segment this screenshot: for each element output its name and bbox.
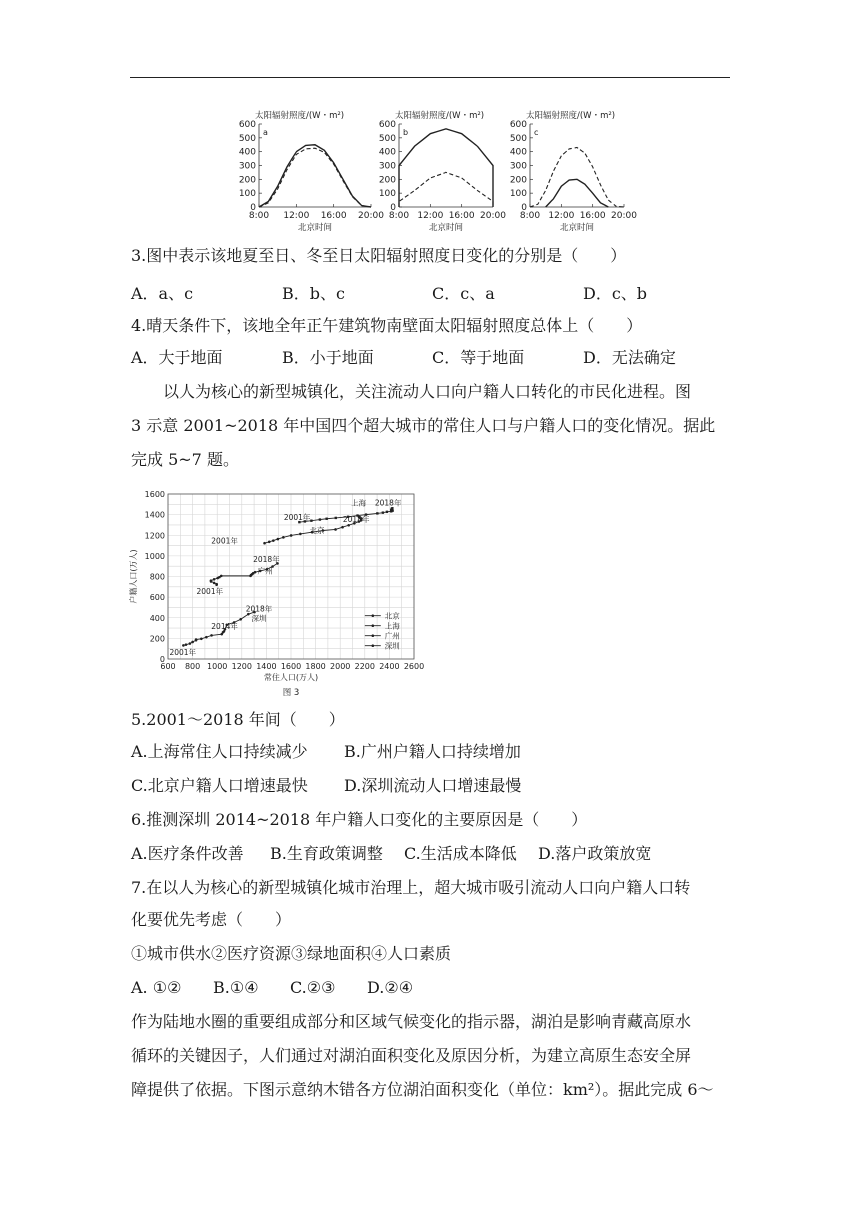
- y-tick-label: 300: [509, 161, 527, 172]
- passage1-line2: 3 示意 2001~2018 年中国四个超大城市的常住人口与户籍人口的变化情况。据此: [131, 416, 716, 435]
- q3-option-c[interactable]: C．c、a: [432, 284, 495, 303]
- q4-option-a[interactable]: A．大于地面: [131, 348, 223, 367]
- x-tick-label: 20:00: [480, 211, 506, 221]
- series-line-solid: [399, 129, 493, 207]
- x-tick-label: 20:00: [358, 211, 384, 221]
- chart-annotation: 2018年: [245, 604, 273, 614]
- data-point: [182, 644, 185, 647]
- x-tick-label: 2000: [330, 662, 351, 671]
- chart-annotation: 2018年: [253, 555, 280, 565]
- q7-stem-line1: 7.在以人为核心的新型城镇化城市治理上，超大城市吸引流动人口向户籍人口转: [131, 878, 691, 897]
- q3-option-d[interactable]: D．c、b: [583, 284, 648, 303]
- q5-option-b[interactable]: B.广州户籍人口持续增加: [344, 742, 521, 761]
- data-point: [213, 582, 216, 585]
- data-point: [277, 538, 280, 541]
- data-point: [213, 578, 216, 581]
- y-tick-label: 0: [159, 655, 165, 664]
- data-point: [195, 638, 198, 641]
- y-tick-label: 0: [250, 203, 256, 213]
- data-point: [376, 512, 378, 514]
- y-tick-label: 0: [390, 203, 396, 213]
- y-tick-label: 200: [238, 175, 256, 186]
- x-tick-label: 1600: [280, 662, 302, 671]
- passage2-line3: 障提供了依据。下图示意纳木错各方位湖泊面积变化（单位：km²）。据此完成 6～: [131, 1080, 714, 1099]
- panel-letter: b: [403, 128, 409, 137]
- q3-option-a[interactable]: A．a、c: [131, 284, 194, 303]
- x-tick-label: 800: [184, 662, 201, 671]
- y-tick-label: 400: [238, 147, 256, 158]
- y-tick-label: 500: [378, 133, 396, 144]
- x-tick-label: 16:00: [320, 211, 347, 221]
- y-tick-label: 1200: [144, 531, 165, 541]
- data-point: [386, 511, 388, 513]
- x-tick-label: 8:00: [248, 211, 270, 221]
- radiation-chart-c: [504, 108, 664, 234]
- data-point: [210, 579, 213, 582]
- series-line-solid: [546, 179, 609, 207]
- y-tick-label: 600: [509, 120, 527, 130]
- chart-annotation: 深圳: [251, 613, 267, 623]
- q3-option-b[interactable]: B．b、c: [282, 284, 345, 303]
- q7-option-c[interactable]: C.②③: [290, 978, 336, 997]
- data-point: [191, 641, 194, 644]
- chart-annotation: 广州: [257, 566, 273, 576]
- data-point: [282, 536, 285, 539]
- y-tick-label: 200: [149, 634, 165, 644]
- q5-option-d[interactable]: D.深圳流动人口增速最慢: [344, 776, 522, 795]
- x-tick-label: 2200: [354, 662, 375, 671]
- y-tick-label: 800: [149, 572, 165, 582]
- series-line-dashed: [259, 148, 371, 207]
- data-point: [347, 524, 350, 527]
- chart-xlabel: 北京时间: [428, 223, 464, 233]
- top-rule: [130, 77, 730, 78]
- x-tick-label: 1400: [256, 662, 277, 671]
- passage1-line3: 完成 5~7 题。: [131, 450, 239, 469]
- passage2-line2: 循环的关键因子，人们通过对湖泊面积变化及原因分析，为建立高原生态安全屏: [131, 1046, 692, 1065]
- data-point: [325, 518, 327, 520]
- chart-ylabel: 太阳辐射照度/(W・m²): [255, 111, 345, 121]
- data-point: [215, 583, 218, 586]
- q6-option-a[interactable]: A.医疗条件改善: [131, 844, 244, 863]
- y-tick-label: 400: [378, 147, 396, 158]
- chart-annotation: 2001年: [169, 647, 197, 657]
- y-tick-label: 200: [509, 175, 527, 186]
- y-tick-label: 600: [149, 593, 165, 603]
- data-point: [268, 541, 271, 544]
- data-point: [205, 636, 208, 639]
- figure-caption: 图 3: [282, 688, 300, 698]
- data-point: [254, 571, 257, 574]
- radiation-chart-b: [373, 108, 523, 234]
- chart-annotation: 2014年: [211, 622, 238, 632]
- data-point: [200, 637, 203, 640]
- chart-annotation: 北京: [309, 526, 325, 536]
- q6-option-b[interactable]: B.生育政策调整: [270, 844, 383, 863]
- y-tick-label: 300: [238, 161, 256, 172]
- legend-label: 广州: [384, 631, 400, 641]
- x-tick-label: 8:00: [519, 211, 541, 221]
- y-tick-label: 100: [238, 189, 256, 200]
- y-tick-label: 0: [521, 203, 527, 213]
- chart-xlabel: 北京时间: [297, 223, 333, 233]
- q7-option-a[interactable]: A. ①②: [131, 978, 182, 997]
- y-tick-label: 300: [378, 161, 396, 172]
- chart-ylabel: 太阳辐射照度/(W・m²): [395, 111, 485, 121]
- y-tick-label: 1600: [144, 490, 165, 499]
- data-point: [391, 507, 393, 509]
- panel-letter: c: [534, 128, 539, 137]
- legend-label: 上海: [384, 621, 400, 631]
- q4-option-b[interactable]: B．小于地面: [282, 348, 374, 367]
- chart-annotation: 2018年: [342, 514, 370, 524]
- q7-stem-line2: 化要优先考虑（ ）: [131, 910, 292, 929]
- legend-label: 深圳: [384, 641, 400, 651]
- legend-marker: [372, 644, 375, 647]
- x-tick-label: 1200: [231, 662, 252, 671]
- q5-option-a[interactable]: A.上海常住人口持续减少: [131, 742, 308, 761]
- x-tick-label: 600: [160, 662, 176, 671]
- q4-option-c[interactable]: C．等于地面: [432, 348, 525, 367]
- passage2-line1: 作为陆地水圈的重要组成部分和区域气候变化的指示器，湖泊是影响青藏高原水: [131, 1012, 692, 1031]
- q7-items: ①城市供水②医疗资源③绿地面积④人口素质: [131, 944, 452, 963]
- y-tick-label: 400: [509, 147, 527, 158]
- q4-option-d[interactable]: D．无法确定: [583, 348, 676, 367]
- legend-marker: [372, 634, 375, 637]
- y-tick-label: 500: [238, 133, 256, 144]
- data-point: [220, 575, 223, 578]
- chart-annotation: 上海: [351, 498, 367, 508]
- y-tick-label: 500: [509, 133, 527, 144]
- y-tick-label: 100: [378, 189, 396, 200]
- data-point: [210, 634, 213, 637]
- chart-annotation: 2001年: [196, 587, 224, 597]
- legend-label: 北京: [384, 611, 400, 621]
- y-tick-label: 400: [149, 613, 165, 623]
- q6-option-c[interactable]: C.生活成本降低: [404, 844, 517, 863]
- x-tick-label: 16:00: [448, 211, 475, 221]
- q3-stem: 3.图中表示该地夏至日、冬至日太阳辐射照度日变化的分别是（ ）: [131, 246, 627, 265]
- y-tick-label: 200: [378, 175, 396, 186]
- chart-annotation: 2018年: [374, 498, 402, 508]
- series-line-dashed: [399, 172, 493, 207]
- x-tick-label: 2400: [379, 662, 400, 671]
- data-point: [189, 642, 192, 645]
- x-tick-label: 2600: [403, 662, 425, 671]
- x-tick-label: 1800: [305, 662, 326, 671]
- x-tick-label: 8:00: [388, 211, 410, 221]
- x-tick-label: 12:00: [417, 211, 444, 221]
- x-tick-label: 12:00: [548, 211, 575, 221]
- q5-stem: 5.2001～2018 年间（ ）: [131, 710, 345, 729]
- y-tick-label: 1400: [144, 510, 165, 520]
- chart-annotation: 2001年: [283, 512, 311, 522]
- data-point: [319, 518, 321, 520]
- data-point: [310, 520, 312, 522]
- population-chart: [128, 486, 428, 698]
- data-point: [341, 526, 344, 529]
- chart-ylabel: 太阳辐射照度/(W・m²): [526, 111, 616, 121]
- legend-marker: [372, 624, 375, 627]
- q4-stem: 4.晴天条件下，该地全年正午建筑物南壁面太阳辐射照度总体上（ ）: [131, 316, 643, 335]
- series-line-dashed: [530, 148, 624, 207]
- y-tick-label: 600: [378, 120, 396, 130]
- data-point: [335, 517, 337, 519]
- y-tick-label: 100: [509, 189, 527, 200]
- legend-marker: [372, 614, 375, 617]
- data-point: [185, 643, 188, 646]
- x-tick-label: 20:00: [611, 211, 637, 221]
- data-point: [239, 618, 242, 621]
- y-tick-label: 600: [238, 120, 256, 130]
- passage1-line1: 以人为核心的新型城镇化，关注流动人口向户籍人口转化的市民化进程。图: [163, 382, 692, 401]
- y-tick-label: 1000: [144, 551, 165, 561]
- chart-annotation: 2001年: [211, 536, 238, 546]
- q5-option-c[interactable]: C.北京户籍人口增速最快: [131, 776, 308, 795]
- chart-xlabel: 北京时间: [559, 223, 595, 233]
- q6-option-d[interactable]: D.落户政策放宽: [538, 844, 652, 863]
- chart-xlabel: 常住人口(万人): [263, 673, 319, 682]
- x-tick-label: 1000: [207, 662, 228, 671]
- data-point: [382, 511, 384, 513]
- data-point: [290, 534, 293, 537]
- data-point: [299, 533, 302, 536]
- q7-option-b[interactable]: B.①④: [213, 978, 259, 997]
- x-tick-label: 16:00: [579, 211, 606, 221]
- q6-stem: 6.推测深圳 2014~2018 年户籍人口变化的主要原因是（ ）: [131, 810, 588, 829]
- x-tick-label: 12:00: [283, 211, 310, 221]
- radiation-chart-a: [225, 108, 390, 234]
- q7-option-d[interactable]: D.②④: [367, 978, 414, 997]
- panel-letter: a: [263, 128, 268, 137]
- chart-ylabel: 户籍人口(万人): [129, 549, 138, 604]
- data-point: [263, 542, 266, 545]
- data-point: [272, 539, 275, 542]
- data-point: [334, 528, 337, 531]
